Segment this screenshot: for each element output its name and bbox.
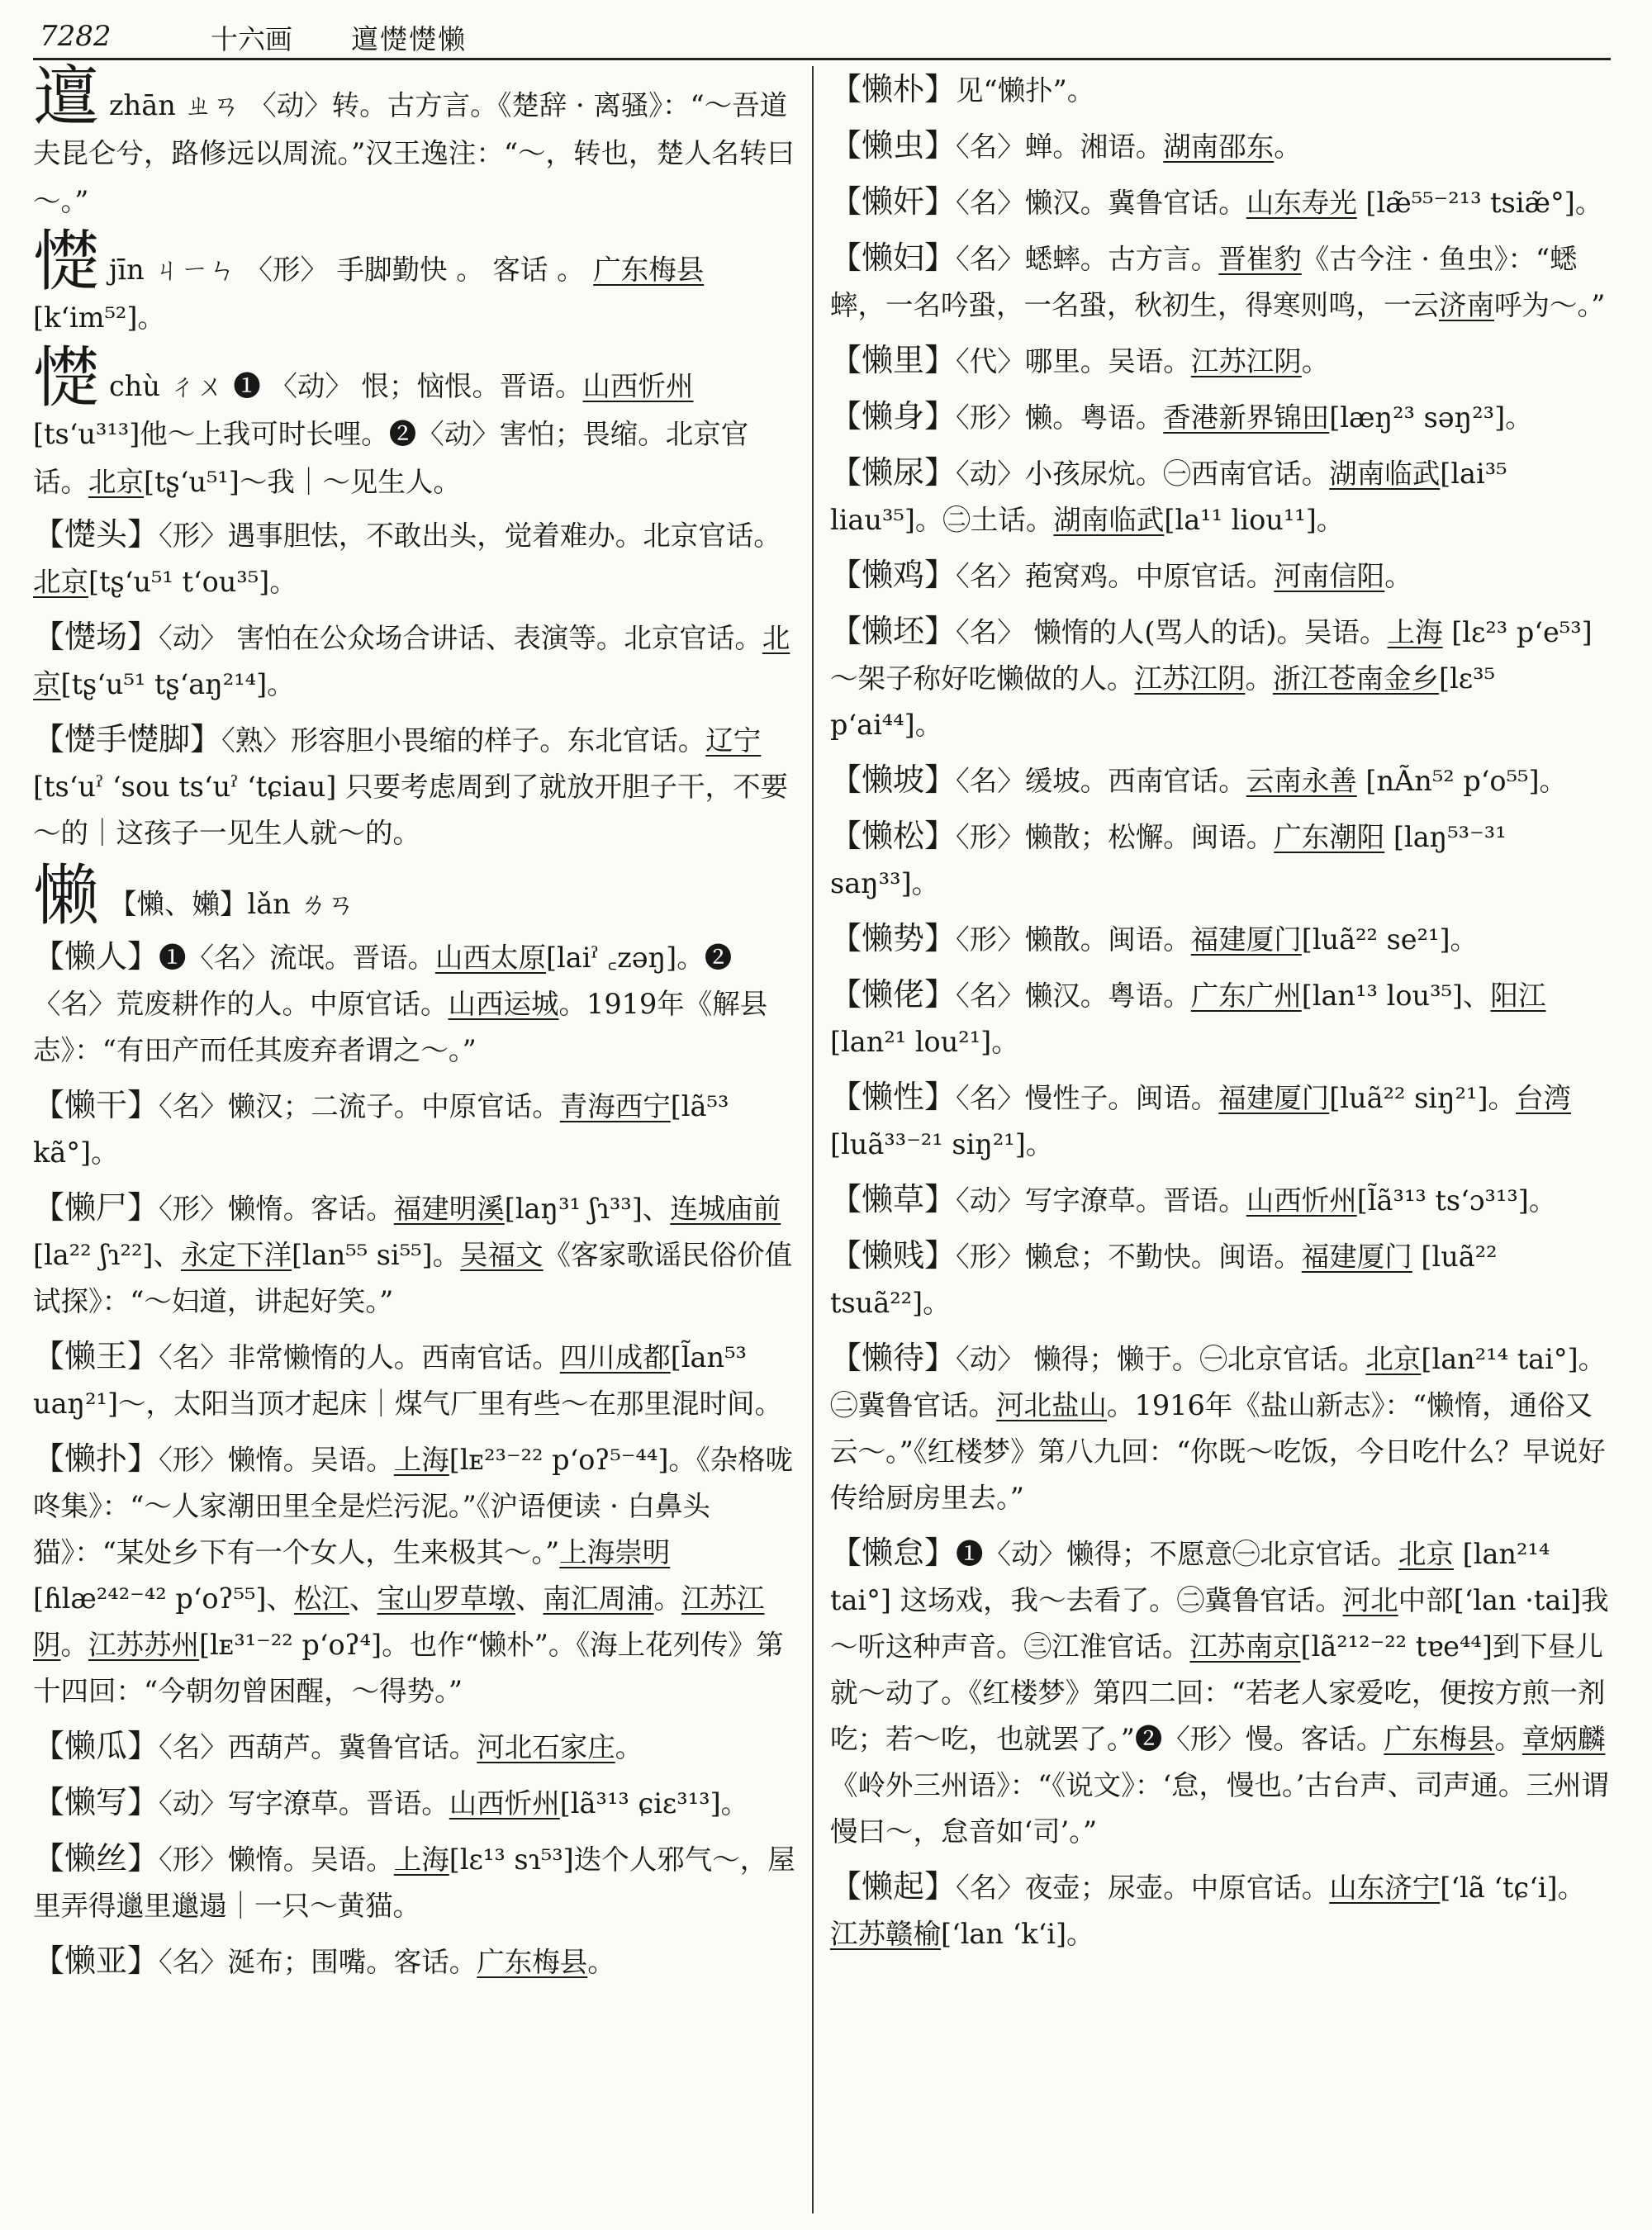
headword: 【懒坯】 (830, 613, 957, 649)
entry-text: [kʻim⁵²]。 (33, 301, 165, 334)
entry-text: 《客家歌谣民俗价值试探》：“～妇道，讲起好笑。” (33, 1239, 793, 1317)
entry-text: [lᴇ²³⁻²² pʻoʔ⁵⁻⁴⁴]。《杂格咙咚集》：“～人家潮田里全是烂污泥。”《沪语便读 · 白鼻头猫》：“某处乡下有一个女人，生来极其～。” (33, 1444, 794, 1568)
entry-text: [laŋ³¹ ʃɿ³³]、 (504, 1193, 671, 1225)
entry-text: [tʂʻu⁵¹]～我｜～见生人。 (144, 466, 461, 498)
entry-text: 〈动〉写字潦草。晋语。 (159, 1787, 449, 1820)
entry-text: 〈名〉非常懒惰的人。西南官话。 (159, 1341, 560, 1374)
headword: 【懒奸】 (830, 183, 957, 220)
place-name: 连城庙前 (670, 1193, 781, 1225)
entry-text: [tʂʻu⁵¹ tʻou³⁵]。 (88, 566, 297, 598)
place-name: 山西运城 (448, 988, 559, 1020)
head-character: 憷 (33, 223, 99, 300)
place-name: 四川成都 (559, 1341, 671, 1374)
place-name: 江苏赣榆 (830, 1918, 941, 1950)
entry-text: 〈形〉懒散。闽语。 (956, 923, 1191, 956)
entry-text: 〈动〉小孩尿炕。㊀西南官话。 (956, 458, 1330, 490)
entry-text: [lan²¹⁴ tai°] 这场戏，我～去看了。㊁冀鲁官话。 (830, 1538, 1550, 1616)
entry-text: [lan⁵⁵ si⁵⁵]。 (291, 1239, 461, 1271)
entry-text: 〈名〉蟋蟀。古方言。 (956, 243, 1219, 275)
headword: 【懒松】 (830, 818, 957, 854)
entry-text: 〈名〉菢窝鸡。中原官话。 (956, 560, 1275, 592)
place-name: 台湾 (1516, 1082, 1572, 1114)
entry-text: 〈形〉懒惰。吴语。 (159, 1843, 394, 1876)
headword: 【懒丝】 (33, 1840, 159, 1877)
entry-text: zhān ㄓㄢ 〈动〉转。古方言。《楚辞 · 离骚》：“～吾道夫昆仑兮，路修远以周流。”汉王逸注：“～，转也，楚人名转曰～。” (33, 89, 795, 217)
place-name: 松江 (293, 1582, 349, 1615)
place-name: 上海 (393, 1843, 449, 1876)
entry-text: 。 (60, 1629, 88, 1661)
place-name: 广东梅县 (593, 254, 705, 286)
entry-lanjian (830, 178, 1611, 226)
entry-text: [laŋ⁵³⁻³¹ saŋ³³]。 (830, 821, 1507, 899)
entry-lanlao (830, 971, 1611, 1065)
entry-text: 呼为～。” (1494, 289, 1606, 321)
place-name: 江苏南京 (1189, 1630, 1301, 1663)
entry-text: 《古今注 · 鱼虫》：“蟋蟀，一名吟蛩，一名蛩，秋初生，得寒则鸣，一云 (830, 243, 1578, 321)
entry-text: [tsʻuˀ ʻsou tsʻuˀ ʻtɕiau] 只要考虑周到了就放开胆子干，不要～的｜这孩子一见生人就～的。 (33, 771, 788, 849)
place-name: 广东梅县 (1384, 1723, 1495, 1755)
headword: 【懒虫】 (830, 127, 957, 164)
headword: 【懒里】 (830, 342, 957, 378)
entry-text: [tsʻu³¹³]他～上我可时长哩。❷〈动〉害怕；畏缩。北京官话。 (33, 418, 749, 498)
entry-lanpi (830, 608, 1611, 748)
place-name: 香港新界锦田 (1163, 401, 1330, 434)
place-name: 上海崇明 (559, 1536, 671, 1568)
headword: 【懒干】 (33, 1087, 159, 1123)
headword: 【懒尿】 (830, 454, 957, 491)
place-name: 广东潮阳 (1274, 821, 1385, 853)
entry-text: 〈动〉写字潦草。晋语。 (956, 1184, 1246, 1217)
head-character: 憷 (33, 339, 99, 416)
place-name: 北京 (33, 622, 790, 700)
place-name: 山东济宁 (1329, 1872, 1441, 1904)
entry-langan (33, 1082, 797, 1176)
head-character: 邅 (33, 59, 99, 135)
entry-text: 〈动〉 懒得；懒于。㊀北京官话。 (956, 1343, 1366, 1375)
entry-lanwang (33, 1333, 797, 1427)
headword: 【懒草】 (830, 1181, 957, 1217)
entry-text: 〈形〉懒惰。吴语。 (159, 1444, 394, 1476)
entry-lanpo (830, 757, 1611, 804)
place-name: 湖南临武 (1053, 504, 1165, 536)
entry-text: [luã²² siŋ²¹]。 (1329, 1082, 1517, 1114)
entry-text: 。 (1274, 130, 1302, 163)
char-entry-jin (33, 223, 797, 342)
page-header (33, 15, 1611, 60)
entry-text: 、 (515, 1582, 544, 1615)
entry-text: [læ̃⁵⁵⁻²¹³ tsiæ̃°]。 (1356, 187, 1603, 219)
entry-text: 。 (1384, 560, 1412, 592)
headword: 【懒瓜】 (33, 1728, 159, 1764)
headword: 【懒坡】 (830, 762, 957, 798)
entry-lanniao (830, 449, 1611, 543)
header-characters: 邅憷憷懒 (351, 23, 467, 55)
entry-text: jīn ㄐㄧㄣ 〈形〉 手脚勤快 。 客话 。 (109, 254, 594, 286)
place-name: 河南信阳 (1274, 560, 1385, 592)
headword: 【懒尸】 (33, 1189, 159, 1226)
place-name: 河北石家庄 (477, 1731, 615, 1763)
entry-text: 〈形〉懒散；松懈。闽语。 (956, 821, 1275, 853)
place-name: 云南永善 (1246, 765, 1357, 797)
entry-lanshi (33, 1184, 797, 1325)
entry-text: 中部[ʻlan ·tai]我～听这种声音。㊂江淮官话。 (830, 1584, 1609, 1663)
entry-text: 、 (349, 1582, 377, 1615)
headword: 【懒王】 (33, 1338, 159, 1374)
place-name: 北京 (1398, 1538, 1455, 1570)
head-character: 懒 (33, 857, 99, 934)
headword: 【懒怠】 (830, 1535, 957, 1571)
entry-lanji (830, 552, 1611, 600)
place-name: 辽宁 (705, 724, 762, 757)
place-name: 宝山罗草墩 (377, 1582, 515, 1615)
entry-text: 〈动〉 害怕在公众场合讲话、表演等。北京官话。 (159, 622, 762, 654)
entry-lanchong (830, 122, 1611, 170)
entry-text: [luã³³⁻²¹ siŋ²¹]。 (830, 1128, 1054, 1160)
person-name: 吴福文 (460, 1239, 544, 1271)
entry-lanjian2 (830, 1232, 1611, 1326)
entry-text: ❶〈名〉流氓。晋语。 (159, 942, 436, 974)
headword: 【懒妇】 (830, 240, 957, 276)
headword: 【懒人】 (33, 938, 159, 975)
entry-text: 〈名〉慢性子。闽语。 (956, 1082, 1219, 1114)
place-name: 上海 (393, 1444, 449, 1476)
entry-text: 〈形〉遇事胆怯，不敢出头，觉着难办。北京官话。 (159, 520, 781, 552)
place-name: 江苏江阴 (1134, 662, 1246, 695)
entry-text: 〈熟〉形容胆小畏缩的样子。东北官话。 (221, 724, 706, 757)
entry-text: [l̃ã³¹³ tsʻɔ³¹³]。 (1356, 1184, 1557, 1217)
entry-text: [la²² ʃɿ²²]、 (33, 1239, 181, 1271)
entry-chutou (33, 511, 797, 605)
headword: 【懒身】 (830, 398, 957, 434)
headword: 【懒贱】 (830, 1237, 957, 1274)
place-name: 北京 (88, 466, 144, 498)
entry-text: 【懶、嬾】lǎn ㄌㄢ (109, 888, 355, 920)
place-name: 山西太原 (435, 942, 547, 974)
headword: 【憷手憷脚】 (33, 721, 222, 757)
headword: 【懒朴】 (830, 71, 957, 107)
place-name: 南汇周浦 (543, 1582, 654, 1615)
entry-lanfu (830, 235, 1611, 329)
right-column (830, 66, 1611, 1966)
entry-lanpu2 (830, 66, 1611, 114)
place-name: 湖南临武 (1329, 458, 1441, 490)
entry-text: 。 (587, 1946, 615, 1978)
entry-text: 〈名〉 懒惰的人(骂人的话)。吴语。 (956, 616, 1388, 648)
entry-text: 〈代〉哪里。吴语。 (956, 345, 1191, 377)
place-name: 福建厦门 (1301, 1241, 1412, 1273)
headword: 【懒亚】 (33, 1943, 159, 1979)
entry-text: 〈名〉涎布；围嘴。客话。 (159, 1946, 477, 1978)
entry-lanya (33, 1938, 797, 1986)
entry-text: 见“懒扑”。 (956, 74, 1095, 107)
entry-text: [lɛ³⁵ pʻai⁴⁴]。 (830, 662, 1495, 741)
entry-text: 。 (1301, 345, 1330, 377)
headword: 【憷场】 (33, 619, 159, 655)
headword: 【懒写】 (33, 1784, 159, 1820)
entry-text: 〈形〉懒怠；不勤快。闽语。 (956, 1241, 1302, 1273)
headword: 【懒鸡】 (830, 557, 957, 593)
entry-chushouchujiao (33, 716, 797, 856)
entry-text: [ʻlan ʻkʻi]。 (941, 1918, 1094, 1950)
place-name: 山西忻州 (1246, 1184, 1357, 1217)
entry-text: [lã³¹³ ɕiɛ³¹³]。 (559, 1787, 749, 1820)
entry-lanshi2 (830, 915, 1611, 963)
entry-text: chù ㄔㄨ ❶ 〈动〉 恨；恼恨。晋语。 (109, 370, 583, 402)
entry-lansi (33, 1835, 797, 1929)
entry-lanshen (830, 393, 1611, 441)
entry-text: [l̃an⁵³ uaŋ²¹]～，太阳当顶才起床｜煤气厂里有些～在那里混时间。 (33, 1341, 783, 1420)
person-name: 章炳麟 (1521, 1723, 1606, 1755)
left-column (33, 59, 797, 1994)
place-name: 广东梅县 (477, 1946, 588, 1978)
entry-text: [ʻlã ʻtɕʻi]。 (1440, 1872, 1586, 1904)
entry-lanqi (830, 1863, 1611, 1957)
place-name: 青海西宁 (559, 1090, 671, 1122)
entry-langua (33, 1723, 797, 1771)
entry-text: [lan²¹ lou²¹]。 (830, 1026, 1019, 1058)
char-entry-zhan (33, 59, 797, 225)
entry-text: 。1919年《解县志》：“有田产而任其废弃者谓之～。” (33, 988, 768, 1066)
place-name: 江苏江阴 (33, 1582, 765, 1661)
place-name: 福建厦门 (1218, 1082, 1330, 1114)
entry-text: 〈名〉西葫芦。冀鲁官话。 (159, 1731, 477, 1763)
entry-text: 。 (653, 1582, 681, 1615)
entry-text: [laiˀ ꜀zəŋ]。❷〈名〉荒废耕作的人。中原官话。 (33, 942, 733, 1020)
place-name: 上海 (1387, 616, 1443, 648)
place-name: 广东广州 (1190, 980, 1302, 1012)
entry-text: [lɛ¹³ sɿ⁵³]迭个人邪气～，屋里弄得邋里邋遢｜一只～黄猫。 (33, 1843, 795, 1922)
entry-text: 。1916年《盐山新志》：“懒惰，通俗又云～。”《红楼梦》第八九回：“你既～吃饭，今日吃什么？早说好传给厨房里去。” (830, 1389, 1606, 1514)
entry-text: [lan²¹⁴ tai°]。㊁冀鲁官话。 (830, 1343, 1607, 1421)
entry-text: [la¹¹ liou¹¹]。 (1164, 504, 1345, 536)
entry-lansong (830, 813, 1611, 907)
entry-landai2 (830, 1530, 1611, 1855)
entry-text: [lɛ²³ pʻe⁵³]～架子称好吃懒做的人。 (830, 616, 1593, 695)
place-name: 北京 (1365, 1343, 1422, 1375)
char-entry-lan (33, 857, 797, 934)
entry-text: 〈形〉懒。粤语。 (956, 401, 1164, 434)
entry-text: [luã²² tsuã²²]。 (830, 1241, 1498, 1319)
headword: 【憷头】 (33, 516, 159, 553)
headword: 【懒待】 (830, 1340, 957, 1376)
place-name: 江苏江阴 (1190, 345, 1302, 377)
entry-text: 。 (615, 1731, 643, 1763)
entry-text: [lᴇ³¹⁻²² pʻoʔ⁴]。也作“懒朴”。《海上花列传》第十四回：“今朝勿曾困醒，～得势。” (33, 1629, 784, 1707)
entry-lanxie (33, 1779, 797, 1827)
headword: 【懒扑】 (33, 1440, 159, 1477)
place-name: 河北盐山 (996, 1389, 1107, 1421)
headword: 【懒起】 (830, 1868, 957, 1905)
entry-lanren (33, 933, 797, 1074)
entry-text: ❶〈动〉懒得；不愿意㊀北京官话。 (956, 1538, 1399, 1570)
place-name: 永定下洋 (180, 1239, 292, 1271)
person-name: 晋崔豹 (1218, 243, 1302, 275)
entry-text: 〈名〉懒汉。粤语。 (956, 980, 1191, 1012)
headword: 【懒佬】 (830, 976, 957, 1013)
entry-text: 〈名〉蝉。湘语。 (956, 130, 1164, 163)
entry-text: [lã⁵³ kã°]。 (33, 1090, 729, 1169)
page-number: 7282 (40, 20, 112, 53)
entry-text: [ɦlæ²⁴²⁻⁴² pʻoʔ⁵⁵]、 (33, 1582, 294, 1615)
place-name: 河北 (1342, 1584, 1398, 1616)
entry-text: 〈名〉懒汉；二流子。中原官话。 (159, 1090, 560, 1122)
place-name: 福建厦门 (1190, 923, 1302, 956)
entry-text: [lai³⁵ liau³⁵]。㊁土话。 (830, 458, 1507, 536)
entry-text: 〈形〉懒惰。客话。 (159, 1193, 394, 1225)
entry-text: [luã²² se²¹]。 (1301, 923, 1479, 956)
stroke-count: 十六画 (211, 23, 292, 55)
place-name: 阳江 (1490, 980, 1546, 1012)
entry-text: 〈名〉缓坡。西南官话。 (956, 765, 1246, 797)
entry-lanpu (33, 1435, 797, 1715)
place-name: 济南 (1439, 289, 1494, 321)
place-name: 山西忻州 (449, 1787, 560, 1820)
column-divider (812, 66, 814, 2213)
entry-text: [lã²¹²⁻²² tɐe⁴⁴]到下昼儿就～动了。《红楼梦》第四二回：“若老人家爱吃，便按方煎一剂吃；若～吃，也就罢了。”❷〈形〉慢。客话。 (830, 1630, 1606, 1755)
entry-text: 〈名〉夜壶；尿壶。中原官话。 (956, 1872, 1330, 1904)
entry-text: [lan¹³ lou³⁵]、 (1301, 980, 1491, 1012)
entry-lanli (830, 337, 1611, 385)
place-name: 福建明溪 (393, 1193, 505, 1225)
place-name: 山西忻州 (582, 370, 694, 402)
entry-text: [nÃn⁵² pʻo⁵⁵]。 (1356, 765, 1568, 797)
entry-text: [tʂʻu⁵¹ tʂʻaŋ²¹⁴]。 (60, 668, 295, 700)
headword: 【懒性】 (830, 1079, 957, 1115)
char-entry-chu (33, 339, 797, 506)
entry-text: 〈名〉懒汉。冀鲁官话。 (956, 187, 1246, 219)
entry-landai (830, 1335, 1611, 1521)
place-name: 北京 (33, 566, 88, 598)
place-name: 山东寿光 (1246, 187, 1357, 219)
entry-text: 。 (1245, 662, 1273, 695)
place-name: 湖南邵东 (1163, 130, 1275, 163)
headword: 【懒势】 (830, 920, 957, 956)
entry-text: 《岭外三州语》：“《说文》：‘怠，慢也。’古台声、司声通。三州谓慢曰～，怠音如‘司’。” (830, 1769, 1609, 1848)
entry-lancao (830, 1176, 1611, 1224)
entry-text: [læŋ²³ səŋ²³]。 (1329, 401, 1533, 434)
entry-text: 。 (1494, 1723, 1522, 1755)
place-name: 浙江苍南金乡 (1273, 662, 1439, 695)
entry-chuchang (33, 614, 797, 708)
entry-lanxing (830, 1074, 1611, 1168)
place-name: 江苏苏州 (88, 1629, 199, 1661)
